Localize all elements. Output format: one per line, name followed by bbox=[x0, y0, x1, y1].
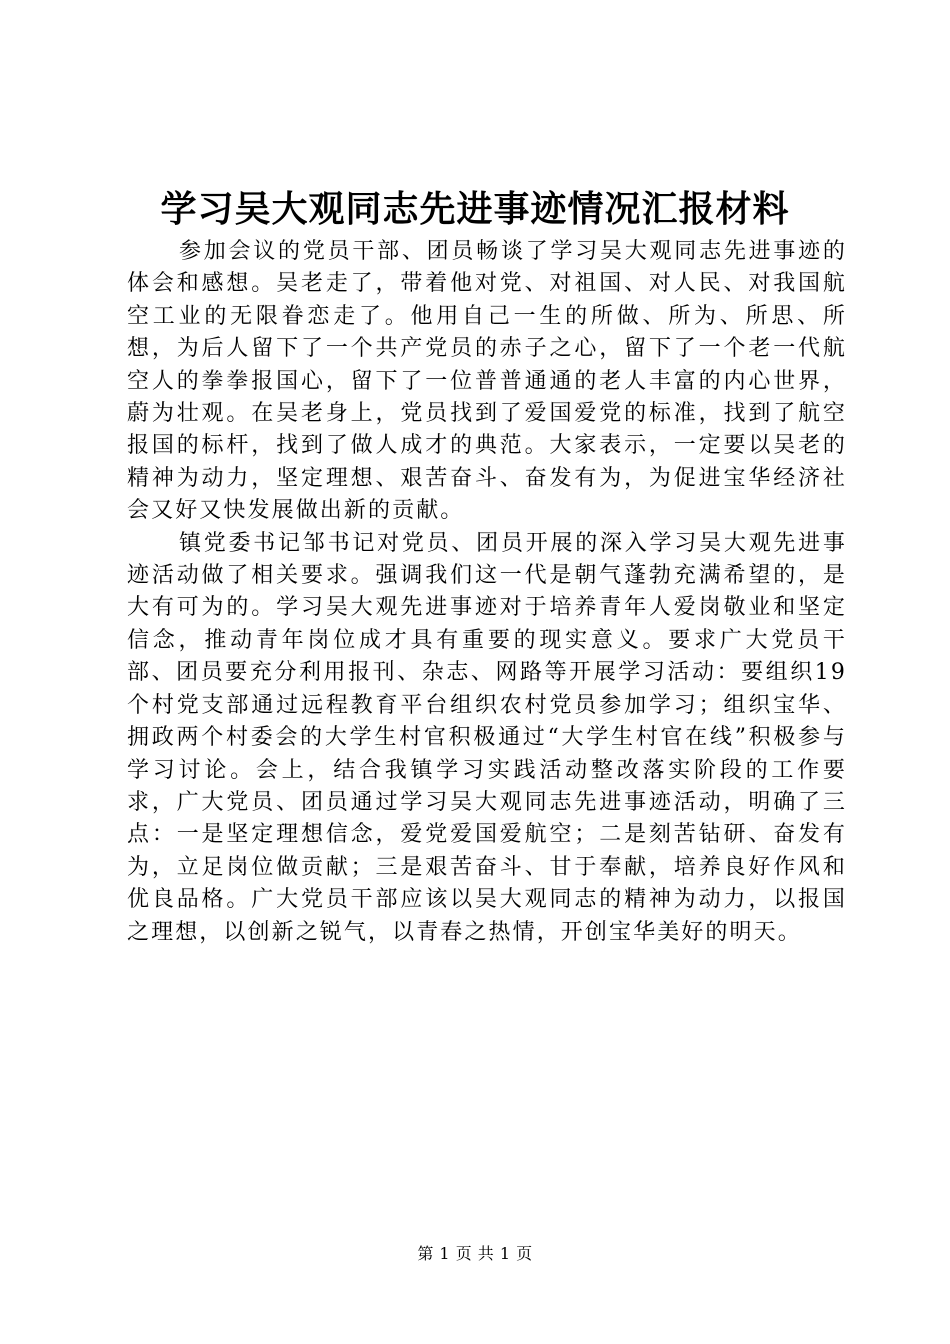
body-paragraph-2: 镇党委书记邹书记对党员、团员开展的深入学习吴大观先进事迹活动做了相关要求。强调我们这一代是朝气蓬勃充满希望的，是大有可为的。学习吴大观先进事迹对于培养青年人爱岗敬业和坚定信念，推动青年岗位成才具有重要的现实意义。要求广大党员干部、团员要充分利用报刊、杂志、网路等开展学习活动：要组织19个村党支部通过远程教育平台组织农村党员参加学习；组织宝华、拥政两个村委会的大学生村官积极通过“大学生村官在线”积极参与学习讨论。会上，结合我镇学习实践活动整改落实阶段的工作要求，广大党员、团员通过学习吴大观同志先进事迹活动，明确了三点：一是坚定理想信念，爱党爱国爱航空；二是刻苦钻研、奋发有为，立足岗位做贡献；三是艰苦奋斗、甘于奉献，培养良好作风和优良品格。广大党员干部应该以吴大观同志的精神为动力，以报国之理想，以创新之锐气，以青春之热情，开创宝华美好的明天。 bbox=[127, 530, 847, 945]
page-number-footer: 第 1 页 共 1 页 bbox=[417, 1244, 533, 1263]
document-title: 学习吴大观同志先进事迹情况汇报材料 bbox=[160, 188, 790, 230]
document-body bbox=[127, 236, 847, 949]
body-paragraph-1: 参加会议的党员干部、团员畅谈了学习吴大观同志先进事迹的体会和感想。吴老走了，带着他对党、对祖国、对人民、对我国航空工业的无限眷恋走了。他用自己一生的所做、所为、所思、所想，为后人留下了一个共产党员的赤子之心，留下了一个老一代航空人的拳拳报国心，留下了一位普普通通的老人丰富的内心世界，蔚为壮观。在吴老身上，党员找到了爱国爱党的标准，找到了航空报国的标杆，找到了做人成才的典范。大家表示，一定要以吴老的精神为动力，坚定理想、艰苦奋斗、奋发有为，为促进宝华经济社会又好又快发展做出新的贡献。 bbox=[127, 239, 847, 524]
